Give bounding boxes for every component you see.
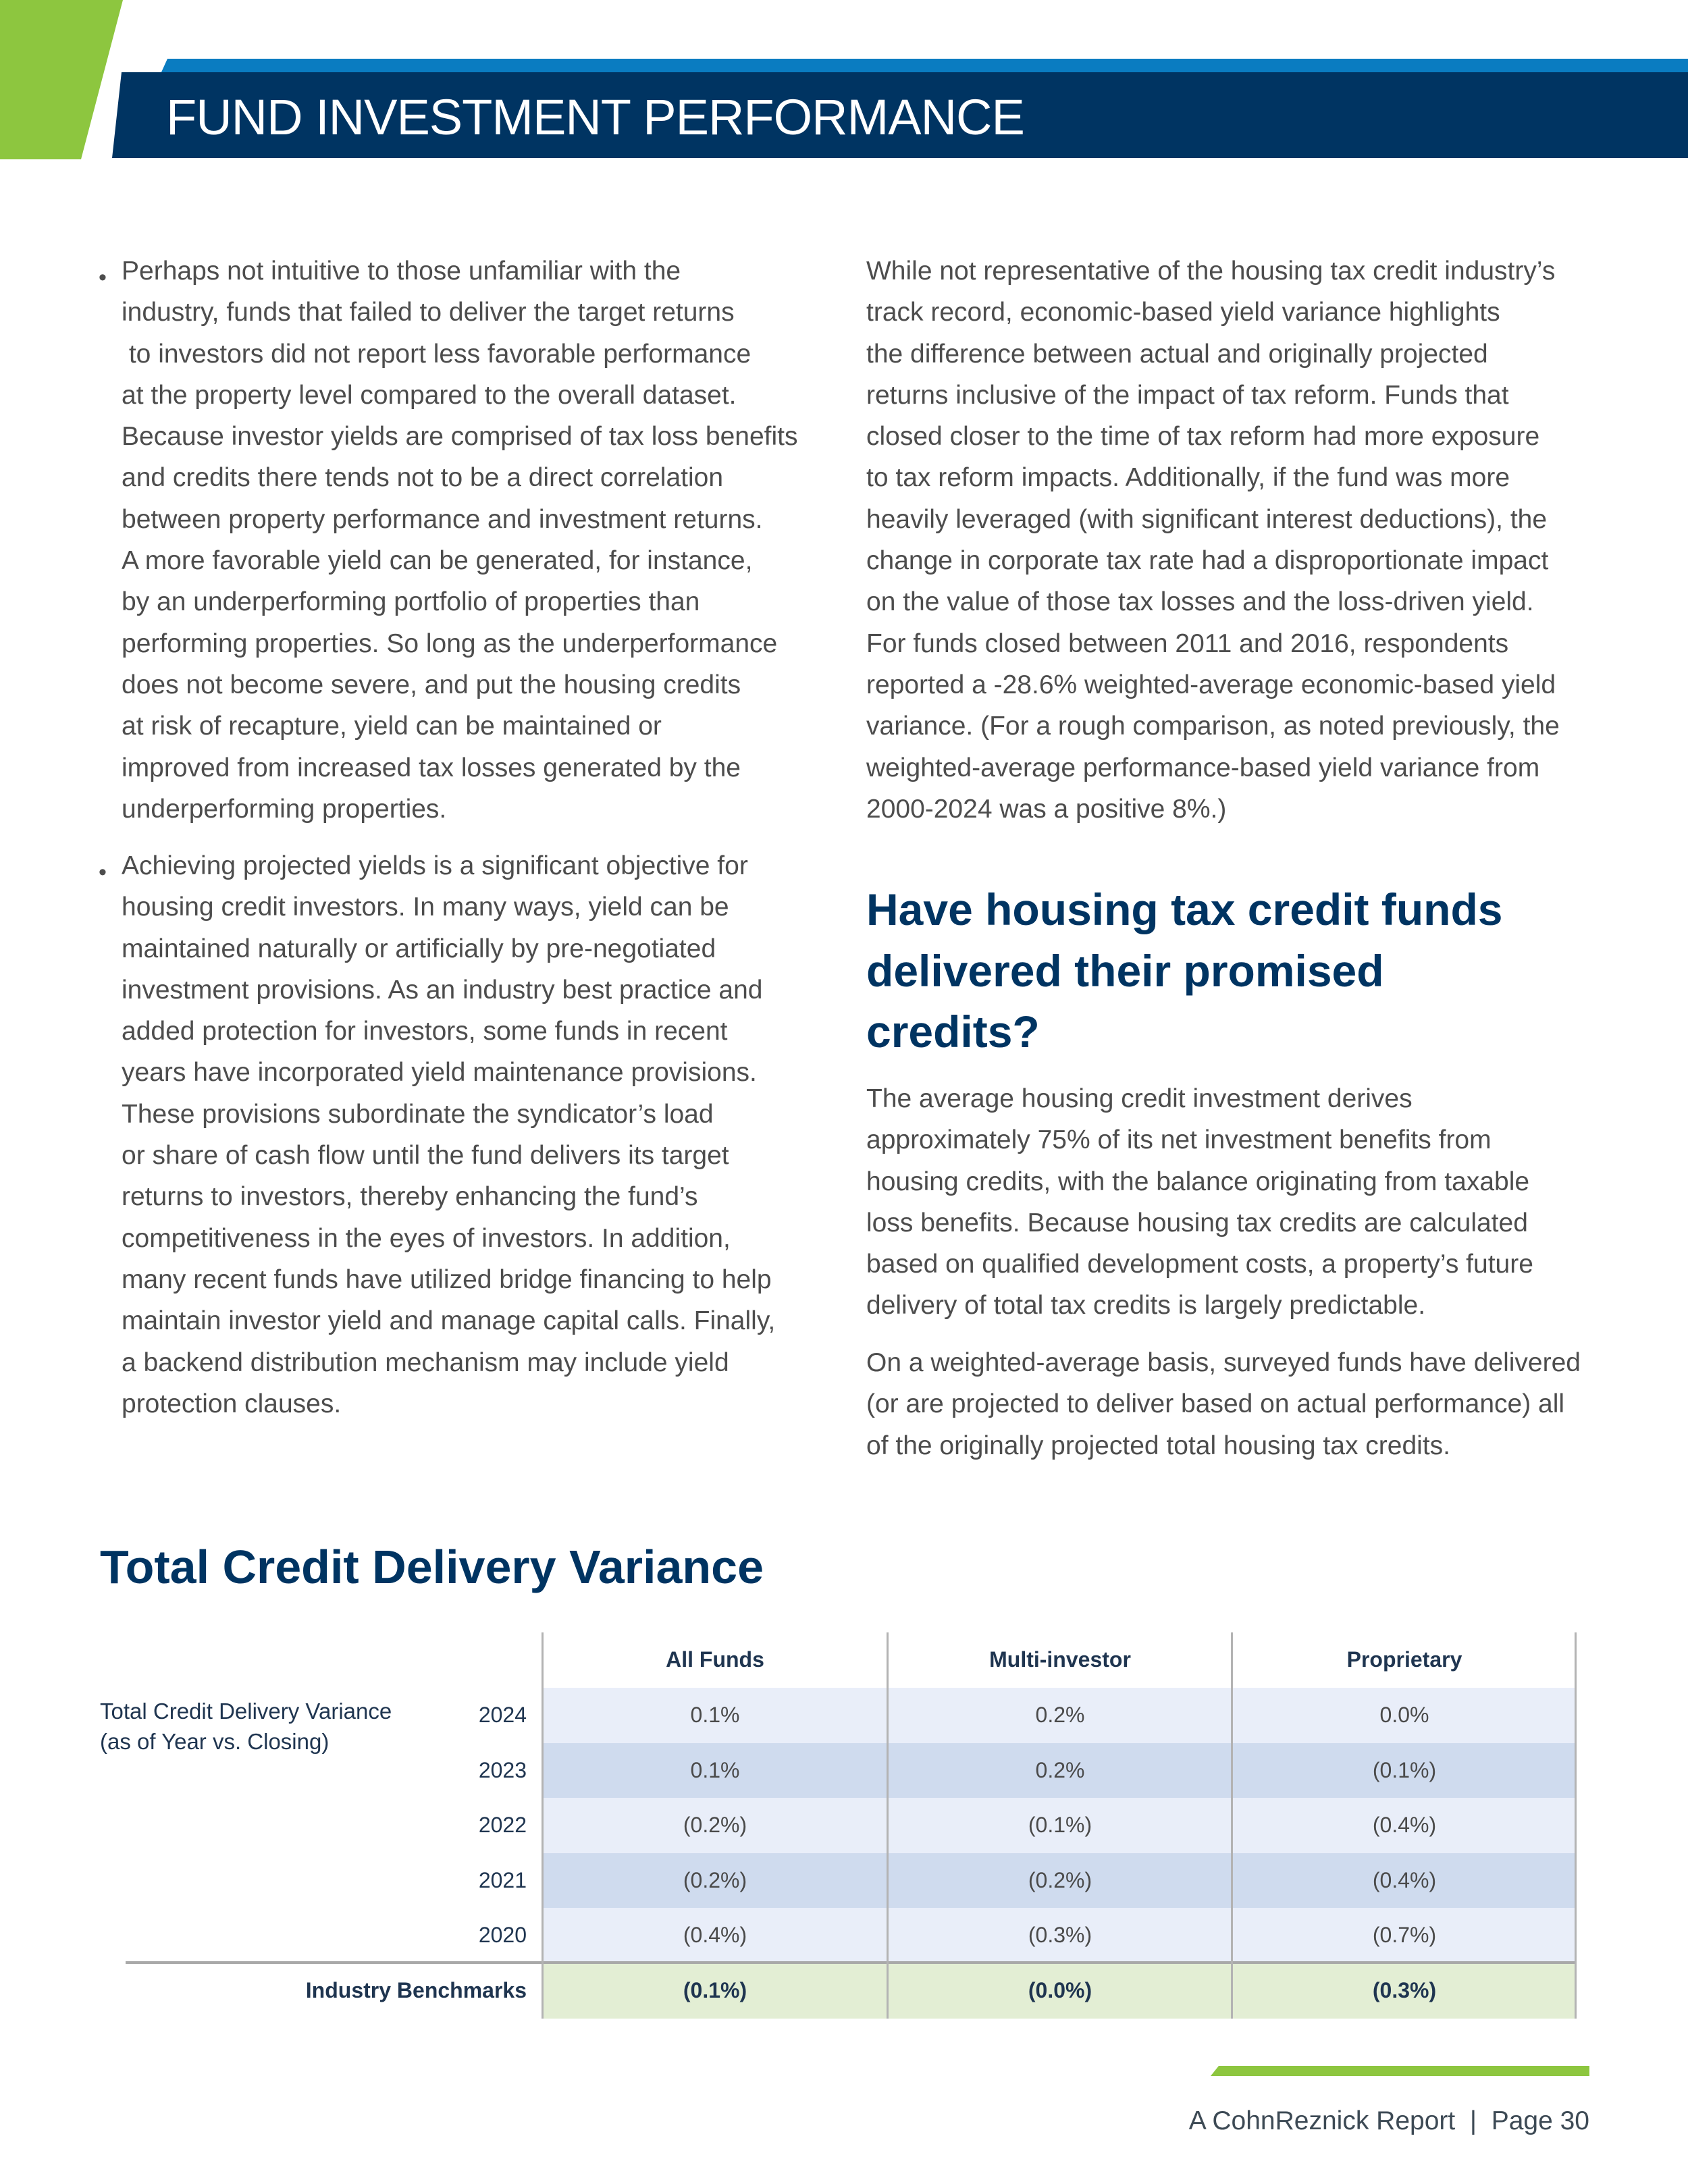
text-line: by an underperforming portfolio of properties than — [122, 587, 700, 617]
text-line: between property performance and investment returns. — [122, 504, 763, 534]
table-title: Total Credit Delivery Variance — [100, 1541, 764, 1593]
table-cell: 0.2% — [1035, 1703, 1085, 1727]
benchmark-cell: (0.0%) — [1028, 1978, 1092, 2002]
row-group-label — [100, 1696, 392, 1757]
text-line: at risk of recapture, yield can be maintained or — [122, 712, 662, 741]
text-line: The average housing credit investment derives — [866, 1084, 1413, 1113]
table-cell: 0.1% — [690, 1757, 740, 1782]
table-cell: (0.1%) — [1372, 1757, 1437, 1782]
text-line: investment provisions. As an industry best practice and — [122, 975, 763, 1005]
text-line: industry, funds that failed to deliver the target returns — [122, 298, 735, 327]
text-line: While not representative of the housing tax credit industry’s — [866, 257, 1556, 286]
text-line: protection clauses. — [122, 1389, 342, 1418]
green-accent-tab — [0, 0, 128, 159]
text-line: does not become severe, and put the housing credits — [122, 670, 741, 699]
text-line: to investors did not report less favorable performance — [122, 339, 751, 369]
benchmark-cell: (0.3%) — [1372, 1978, 1437, 2002]
text-line: Perhaps not intuitive to those unfamiliar with the — [122, 257, 681, 286]
text-line: a backend distribution mechanism may include yield — [122, 1348, 729, 1377]
text-line: approximately 75% of its net investment benefits from — [866, 1125, 1492, 1155]
text-line: competitiveness in the eyes of investors. In addition, — [122, 1223, 731, 1253]
column-header: All Funds — [666, 1647, 764, 1672]
text-line: of the originally projected total housing tax credits. — [866, 1431, 1450, 1460]
column-divider — [887, 1632, 889, 2019]
text-line: Achieving projected yields is a significant objective for — [122, 851, 748, 880]
text-line: heavily leveraged (with significant interest deductions), the — [866, 504, 1548, 534]
text-line: For funds closed between 2011 and 2016, respondents — [866, 629, 1509, 658]
text-line: track record, economic-based yield variance highlights — [866, 298, 1500, 327]
text-line: and credits there tends not to be a direct correlation — [122, 463, 724, 493]
text-line: Have housing tax credit funds — [866, 884, 1503, 934]
right-paragraph-3 — [866, 1342, 1581, 1466]
text-line: to tax reform impacts. Additionally, if the fund was more — [866, 463, 1510, 493]
column-divider — [1231, 1632, 1233, 2019]
text-line: delivered their promised — [866, 945, 1384, 996]
table-cell: 0.1% — [690, 1703, 740, 1727]
table-cell: (0.2%) — [683, 1867, 747, 1892]
text-line: maintained naturally or artificially by pre-negotiated — [122, 934, 716, 963]
column-header: Proprietary — [1346, 1647, 1462, 1672]
text-line: at the property level compared to the overall dataset. — [122, 380, 737, 410]
column-divider — [1575, 1632, 1577, 2019]
text-line: underperforming properties. — [122, 794, 447, 824]
row-year: 2022 — [478, 1813, 527, 1838]
right-paragraph-2 — [866, 1078, 1533, 1327]
text-line: maintain investor yield and manage capital calls. Finally, — [122, 1306, 776, 1336]
text-line: many recent funds have utilized bridge financing to help — [122, 1264, 772, 1294]
table-cell: (0.2%) — [683, 1813, 747, 1838]
text-line: These provisions subordinate the syndicator’s load — [122, 1099, 714, 1129]
text-line: performing properties. So long as the underperformance — [122, 629, 778, 658]
column-header: Multi-investor — [989, 1647, 1131, 1672]
column-divider — [542, 1632, 544, 2019]
table-cell: (0.1%) — [1028, 1813, 1092, 1838]
text-line: loss benefits. Because housing tax credits are calculated — [866, 1208, 1528, 1237]
text-line: closed closer to the time of tax reform had more exposure — [866, 422, 1540, 452]
row-year: 2024 — [478, 1703, 527, 1727]
bullet-paragraph-1 — [122, 250, 798, 830]
text-line: on the value of those tax losses and the loss-driven yield. — [866, 587, 1534, 617]
bullet-icon: • — [99, 859, 107, 885]
row-group-label-line: (as of Year vs. Closing) — [100, 1729, 329, 1754]
benchmark-cell: (0.1%) — [683, 1978, 747, 2002]
table-cell: (0.2%) — [1028, 1867, 1092, 1892]
table-cell: (0.3%) — [1028, 1923, 1092, 1948]
table-cell: 0.0% — [1379, 1703, 1429, 1727]
table-cell: (0.4%) — [683, 1923, 747, 1948]
text-line: Because investor yields are comprised of tax loss benefits — [122, 422, 798, 452]
bullet-icon: • — [99, 265, 107, 290]
table-cell: (0.7%) — [1372, 1923, 1437, 1948]
text-line: reported a -28.6% weighted-average economic-based yield — [866, 670, 1556, 699]
footer-text: A CohnReznick Report | Page 30 — [1188, 2106, 1589, 2135]
text-line: variance. (For a rough comparison, as noted previously, the — [866, 712, 1560, 741]
table-cell: (0.4%) — [1372, 1813, 1437, 1838]
text-line: the difference between actual and originally projected — [866, 339, 1488, 369]
text-line: added protection for investors, some funds in recent — [122, 1017, 728, 1046]
text-line: weighted-average performance-based yield variance from — [866, 753, 1540, 782]
text-line: or share of cash flow until the fund delivers its target — [122, 1141, 729, 1171]
text-line: returns inclusive of the impact of tax reform. Funds that — [866, 380, 1509, 410]
section-heading — [866, 879, 1503, 1063]
text-line: A more favorable yield can be generated, for instance, — [122, 546, 753, 576]
row-year: 2020 — [478, 1923, 527, 1948]
right-paragraph-1 — [866, 250, 1560, 830]
text-line: years have incorporated yield maintenance provisions. — [122, 1058, 757, 1088]
row-year: 2023 — [478, 1757, 527, 1782]
text-line: delivery of total tax credits is largely predictable. — [866, 1291, 1426, 1321]
row-group-label-line: Total Credit Delivery Variance — [100, 1699, 392, 1724]
text-line: housing credit investors. In many ways, yield can be — [122, 893, 729, 922]
text-line: housing credits, with the balance originating from taxable — [866, 1167, 1530, 1196]
text-line: (or are projected to deliver based on actual performance) all — [866, 1389, 1565, 1419]
bullet-paragraph-2 — [122, 845, 775, 1424]
text-line: change in corporate tax rate had a disproportionate impact — [866, 546, 1549, 576]
text-line: credits? — [866, 1007, 1040, 1057]
table-cell: 0.2% — [1035, 1757, 1085, 1782]
text-line: returns to investors, thereby enhancing the fund’s — [122, 1182, 698, 1212]
row-year: 2021 — [478, 1867, 527, 1892]
text-line: 2000-2024 was a positive 8%.) — [866, 794, 1227, 824]
text-line: On a weighted-average basis, surveyed funds have delivered — [866, 1348, 1581, 1377]
table-cell: (0.4%) — [1372, 1867, 1437, 1892]
footer-accent-bar — [1211, 2066, 1589, 2076]
page-title: FUND INVESTMENT PERFORMANCE — [166, 89, 1024, 145]
text-line: based on qualified development costs, a property’s future — [866, 1250, 1533, 1279]
text-line: improved from increased tax losses generated by the — [122, 753, 741, 782]
benchmark-label: Industry Benchmarks — [305, 1978, 527, 2002]
blue-accent-strip — [161, 59, 1688, 74]
